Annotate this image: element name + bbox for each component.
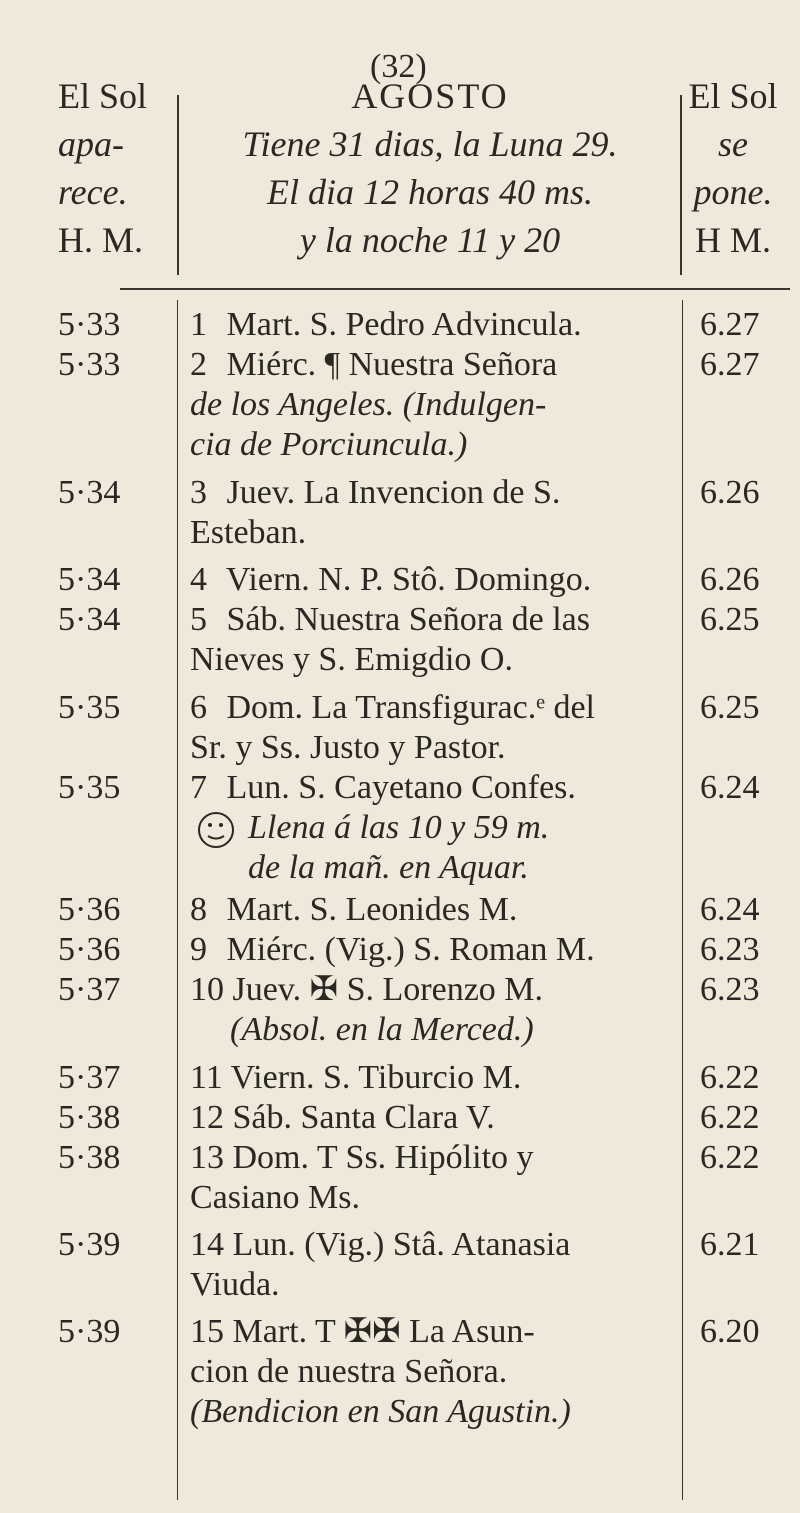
day-entry: [190, 970, 680, 1010]
entry-line: Esteban.: [190, 514, 307, 551]
sunset-time: 6.22: [700, 1139, 760, 1176]
day-number: 14: [190, 1226, 224, 1263]
entry-line: Juev. ✠ S. Lorenzo M.: [232, 971, 544, 1008]
sunrise-time: 5·38: [58, 1139, 121, 1176]
header-divider: [680, 95, 682, 275]
entry-line: Miérc. ¶ Nuestra Señora: [226, 346, 558, 383]
day-number: 2: [190, 346, 207, 383]
full-moon-icon: [190, 810, 242, 850]
day-number: 10: [190, 971, 224, 1008]
day-entry: [190, 1312, 680, 1352]
entry-line: Lun. (Vig.) Stâ. Atanasia: [232, 1226, 571, 1263]
sunrise-header-line: El Sol: [58, 76, 148, 116]
entry-line: Viern. S. Tiburcio M.: [230, 1059, 522, 1096]
day-number: 8: [190, 891, 207, 928]
entry-line: Miérc. (Vig.) S. Roman M.: [226, 931, 595, 968]
day-number: 13: [190, 1139, 224, 1176]
day-entry: [190, 930, 680, 970]
full-moon-note: [190, 808, 680, 850]
sunrise-header: [58, 72, 173, 264]
day-number: 9: [190, 931, 207, 968]
entry-line: Sr. y Ss. Justo y Pastor.: [190, 729, 506, 766]
day-entry: [190, 305, 680, 345]
sunrise-header-line: H. M.: [58, 220, 144, 260]
day-entry: [190, 1138, 680, 1178]
sunset-time: 6.26: [700, 474, 760, 511]
day-number: 3: [190, 474, 207, 511]
sunrise-header-line: rece.: [58, 172, 128, 212]
sunrise-time: 5·35: [58, 689, 121, 726]
sunset-time: 6.27: [700, 346, 760, 383]
sunset-time: 6.24: [700, 891, 760, 928]
entry-line: Lun. S. Cayetano Confes.: [226, 769, 576, 806]
sunset-time: 6.23: [700, 971, 760, 1008]
sunset-header: [683, 72, 783, 264]
entry-line: Mart. S. Leonides M.: [226, 891, 518, 928]
month-info-line: y la noche 11 y 20: [299, 220, 561, 260]
entry-line: Llena á las 10 y 59 m.: [248, 809, 550, 846]
entry-line: de la mañ. en Aquar.: [248, 849, 529, 886]
entry-line: Viuda.: [190, 1266, 280, 1303]
day-entry: [190, 890, 680, 930]
day-number: 15: [190, 1313, 224, 1350]
sunset-time: 6.26: [700, 561, 760, 598]
sunrise-time: 5·36: [58, 891, 121, 928]
sunset-time: 6.22: [700, 1099, 760, 1136]
entry-line: Dom. La Transfigurac.ᵉ del: [226, 689, 595, 726]
day-number: 7: [190, 769, 207, 806]
sunset-time: 6.27: [700, 306, 760, 343]
day-number: 1: [190, 306, 207, 343]
entry-line: Sáb. Nuestra Señora de las: [226, 601, 591, 638]
month-header: [185, 72, 675, 264]
sunset-header-line: El Sol: [688, 76, 778, 116]
sunset-time: 6.20: [700, 1313, 760, 1350]
day-entry: [190, 345, 680, 385]
day-entry: [190, 600, 680, 640]
day-number: 12: [190, 1099, 224, 1136]
sunrise-time: 5·36: [58, 931, 121, 968]
sunrise-time: 5·33: [58, 346, 121, 383]
sunset-time: 6.25: [700, 601, 760, 638]
sunset-time: 6.23: [700, 931, 760, 968]
sunset-header-line: H M.: [694, 220, 771, 260]
day-entry: [190, 560, 680, 600]
entry-line: Casiano Ms.: [190, 1179, 360, 1216]
day-number: 5: [190, 601, 207, 638]
header-rule: [120, 288, 790, 290]
sunrise-header-line: apa-: [58, 124, 124, 164]
page-number: (32): [370, 48, 427, 85]
sunrise-time: 5·35: [58, 769, 121, 806]
header-divider: [177, 95, 179, 275]
month-title: AGOSTO: [351, 76, 509, 116]
entry-line: Mart. S. Pedro Advincula.: [226, 306, 582, 343]
month-info-line: El dia 12 horas 40 ms.: [266, 172, 594, 212]
sunrise-time: 5·39: [58, 1226, 121, 1263]
entry-line: Mart. T ✠✠ La Asun-: [232, 1313, 535, 1350]
month-info-line: Tiene 31 dias, la Luna 29.: [242, 124, 618, 164]
entry-line: (Absol. en la Merced.): [230, 1011, 534, 1048]
sunset-time: 6.22: [700, 1059, 760, 1096]
day-entry: [190, 1058, 680, 1098]
entry-line: Viern. N. P. Stô. Domingo.: [225, 561, 592, 598]
sunrise-time: 5·37: [58, 971, 121, 1008]
day-entry: [190, 473, 680, 513]
entry-line: (Bendicion en San Agustin.): [190, 1393, 571, 1430]
day-entry: [190, 688, 680, 728]
entry-line: cia de Porciuncula.): [190, 426, 468, 463]
entry-line: Sáb. Santa Clara V.: [232, 1099, 495, 1136]
sunrise-time: 5·34: [58, 601, 121, 638]
sunrise-time: 5·37: [58, 1059, 121, 1096]
day-entry: [190, 1225, 680, 1265]
sunrise-time: 5·34: [58, 474, 121, 511]
sunset-header-line: se: [718, 124, 748, 164]
entry-line: Juev. La Invencion de S.: [226, 474, 561, 511]
day-entry: [190, 1098, 680, 1138]
entry-line: cion de nuestra Señora.: [190, 1353, 508, 1390]
sunrise-time: 5·33: [58, 306, 121, 343]
entry-line: de los Angeles. (Indulgen-: [190, 386, 547, 423]
day-entry: [190, 768, 680, 808]
sunset-header-line: pone.: [693, 172, 773, 212]
sunrise-time: 5·38: [58, 1099, 121, 1136]
day-number: 11: [190, 1059, 223, 1096]
sunset-time: 6.21: [700, 1226, 760, 1263]
sunrise-time: 5·39: [58, 1313, 121, 1350]
day-number: 4: [190, 561, 207, 598]
entry-line: Nieves y S. Emigdio O.: [190, 641, 513, 678]
sunrise-time: 5·34: [58, 561, 121, 598]
sunset-time: 6.25: [700, 689, 760, 726]
column-divider: [682, 300, 683, 1500]
sunset-time: 6.24: [700, 769, 760, 806]
entry-line: Dom. T Ss. Hipólito y: [232, 1139, 534, 1176]
day-number: 6: [190, 689, 207, 726]
